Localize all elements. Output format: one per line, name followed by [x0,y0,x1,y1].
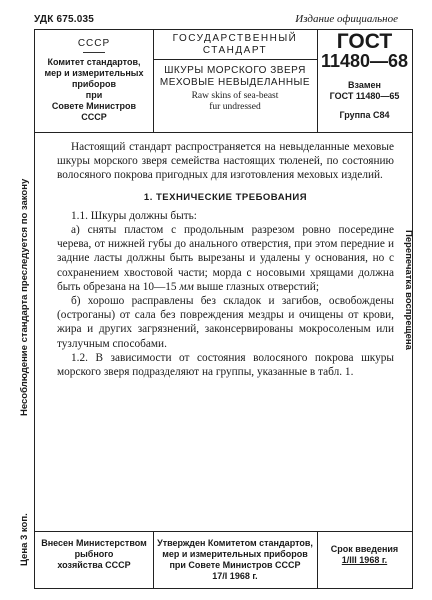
document-frame [34,29,413,589]
reprint-note: Перепечатка воспрещена [403,230,414,350]
title-russian: ШКУРЫ МОРСКОГО ЗВЕРЯ МЕХОВЫЕ НЕВЫДЕЛАННЫЕ [159,65,311,88]
issuer-cell [35,30,154,132]
gost-cell [317,30,412,132]
replaces-note: Взамен ГОСТ 11480—65 [329,80,400,101]
clause-1-1-b: б) хорошо расправлены без складок и загибов, освобождены (остроганы) от сала без повреждения мездры и очищены от крови, жира и других загрязнений, законсервированы мокросоленым или тузлучным способами. [57,295,394,350]
committee-name: Комитет стандартов, мер и измерительных приборов при Совете Министров СССР [44,57,144,122]
title-cell [153,30,318,132]
section-title: 1. ТЕХНИЧЕСКИЕ ТРЕБОВАНИЯ [143,191,308,203]
clause-1-2: 1.2. В зависимости от состояния волосяного покрова шкуры морского зверя подразделяют на группы, указанные в табл. 1. [57,351,394,379]
group-code: Группа С84 [339,110,390,120]
clause-1-1: 1.1. Шкуры должны быть: [71,209,197,222]
unit-mm: мм [179,280,194,293]
gost-number: 11480—68 [320,51,409,71]
title-divider [153,59,317,60]
standard-type: ГОСУДАРСТВЕННЫЙ СТАНДАРТ [172,33,298,56]
title-english: Raw skins of sea-beast fur undressed [191,91,279,112]
edition-label: Издание официальное [295,13,398,25]
legal-note: Несоблюдение стандарта преследуется по закону [19,178,30,416]
effective-date-cell: Срок введения 1/III 1968 г. [330,544,399,565]
document-body [57,140,394,379]
clause-1-1-a: а) сняты пластом с продольным разрезом ровно посередине черева, от нижней губы до анального отверстия, при этом передние и задние ласты должны быть вырезаны и удалены у основания, но с сохранением хвостовой части; морда с носовыми хрящами должна быть обрезана на 10—15 мм выше глазных отверстий; [57,224,394,293]
gost-label: ГОСТ [336,30,393,53]
header-block [35,30,412,133]
price-note: Цена 3 коп. [19,513,30,566]
separator-line [83,52,105,53]
udk-code: УДК 675.035 [34,14,95,25]
country-label: СССР [77,38,111,49]
introduced-cell: Внесен Министерством рыбного хозяйства СССР [35,532,154,588]
intro-paragraph: Настоящий стандарт распространяется на невыделанные меховые шкуры морского зверя семейства настоящих тюленей, по состоянию волосяного покрова пригодных для изготовления меховых изделий. [57,141,394,182]
footer-block [35,531,412,588]
approved-cell: Утвержден Комитетом стандартов, мер и измерительных приборов при Совете Министров СССР 17/I 1968 г. [153,532,318,588]
